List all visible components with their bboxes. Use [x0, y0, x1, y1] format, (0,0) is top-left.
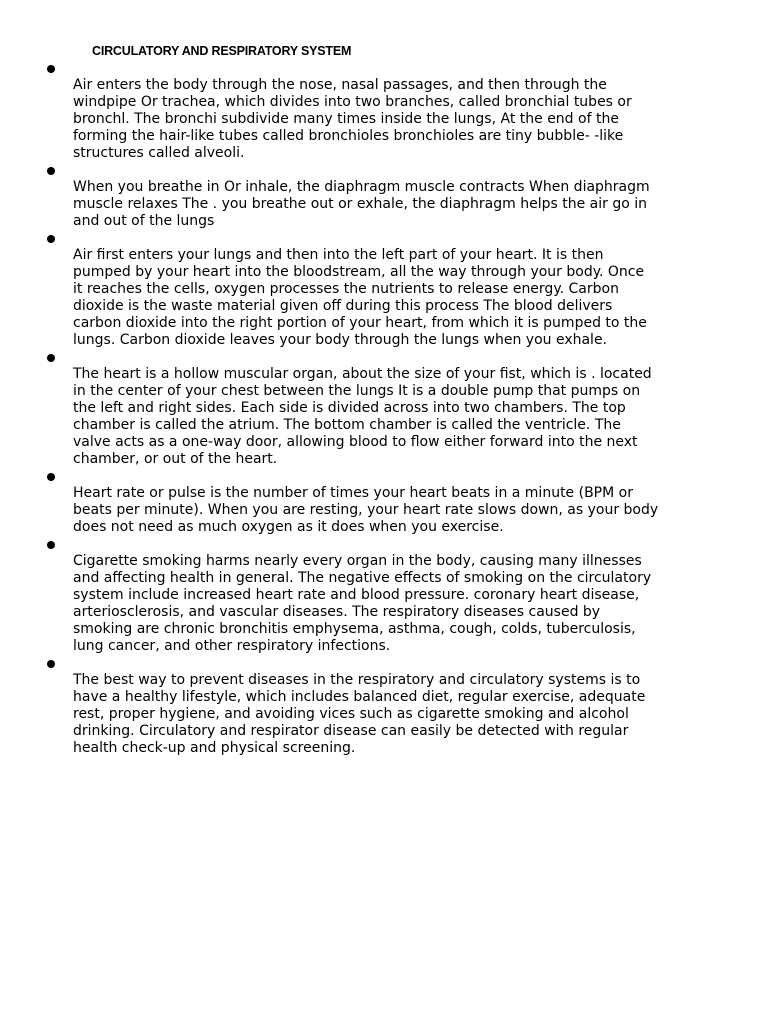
bullet-text: Air first enters your lungs and then into the left part of your heart. It is then pumped by your heart into the bloodstream, all the way through your body. Once it reaches the cells, oxygen processes the nutrients to release energy. Carbon dioxide is the waste material given off during this process The blood delivers carbon dioxide into the right portion of your heart, from which it is pumped to the lungs. Carbon dioxide leaves your body through the lungs when you exhale. [73, 247, 647, 348]
bullet-text: Cigarette smoking harms nearly every organ in the body, causing many illnesses and affecting health in general. The negative effects of smoking on the circulatory system include increased heart rate and blood pressure. coronary heart disease, arteriosclerosis, and vascular diseases. The respiratory diseases caused by smoking are chronic bronchitis emphysema, asthma, cough, colds, tuberculosis, lung cancer, and other respiratory infections. [73, 553, 652, 654]
bullet-icon [47, 473, 55, 481]
bullet-icon [47, 541, 55, 549]
bullet-item-smoking [0, 536, 728, 655]
bullet-text: Air enters the body through the nose, nasal passages, and then through the windpipe Or trachea, which divides into two branches, called bronchial tubes or bronchl. The bronchi subdivide many times inside the lungs, At the end of the forming the hair-like tubes called bronchioles bronchioles are tiny bubble- -like structures called alveoli. [73, 77, 632, 161]
bullet-item-breathing [0, 162, 728, 230]
bullet-icon [47, 354, 55, 362]
bullet-text: When you breathe in Or inhale, the diaphragm muscle contracts When diaphragm muscle relaxes The . you breathe out or exhale, the diaphragm helps the air go in and out of the lungs [73, 179, 650, 229]
bullet-item-prevention [0, 655, 728, 757]
bullet-list [0, 60, 768, 757]
bullet-item-heart-rate [0, 468, 728, 536]
bullet-item-airway [0, 60, 728, 162]
document-title: CIRCULATORY AND RESPIRATORY SYSTEM [92, 44, 352, 58]
bullet-icon [47, 235, 55, 243]
bullet-item-gas-exchange [0, 230, 728, 349]
bullet-text: The heart is a hollow muscular organ, about the size of your fist, which is . located in the center of your chest between the lungs It is a double pump that pumps on the left and right sides. Each side is divided across into two chambers. The top chamber is called the atrium. The bottom chamber is called the ventricle. The valve acts as a one-way door, allowing blood to flow either forward into the next chamber, or out of the heart. [73, 366, 652, 467]
bullet-text: The best way to prevent diseases in the respiratory and circulatory systems is to have a healthy lifestyle, which includes balanced diet, regular exercise, adequate rest, proper hygiene, and avoiding vices such as cigarette smoking and alcohol drinking. Circulatory and respirator disease can easily be detected with regular health check-up and physical screening. [73, 672, 646, 756]
bullet-icon [47, 167, 55, 175]
bullet-item-heart [0, 349, 728, 468]
bullet-icon [47, 65, 55, 73]
bullet-text: Heart rate or pulse is the number of times your heart beats in a minute (BPM or beats per minute). When you are resting, your heart rate slows down, as your body does not need as much oxygen as it does when you exercise. [73, 485, 659, 535]
bullet-icon [47, 660, 55, 668]
